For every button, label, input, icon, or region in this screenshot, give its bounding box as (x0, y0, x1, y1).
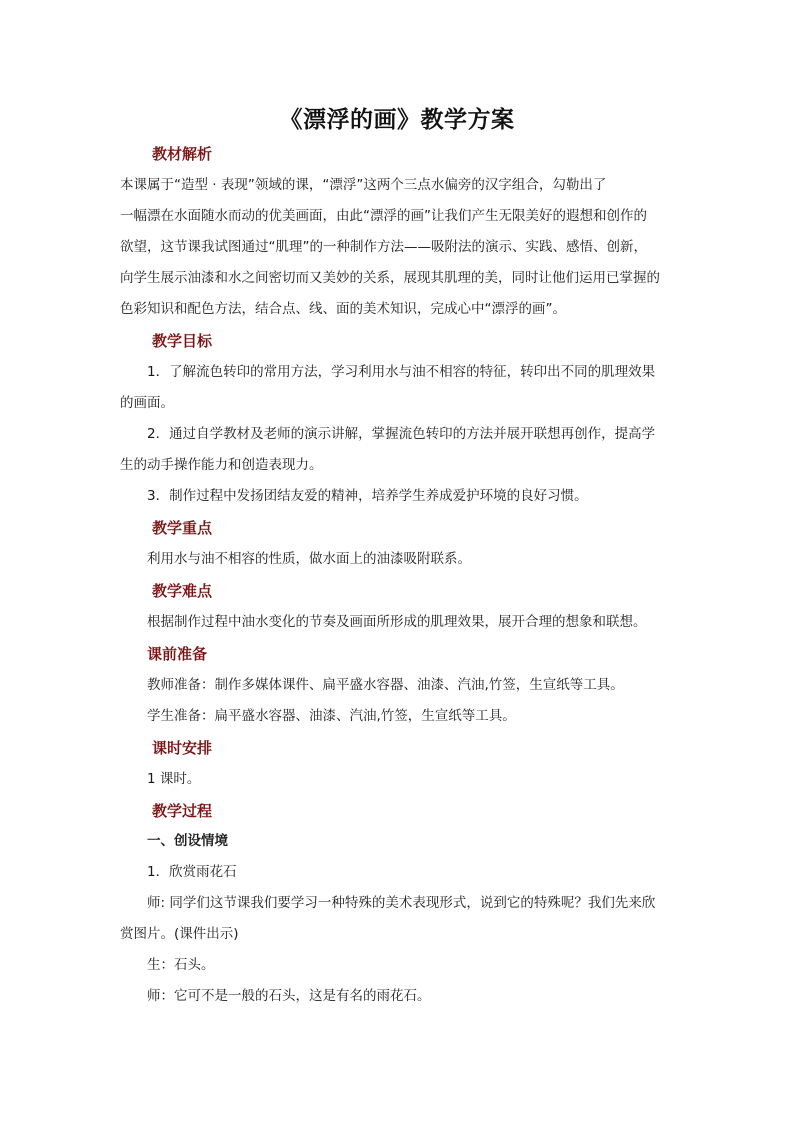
teacher-line-1b: 赏图片。(课件出示) (120, 926, 239, 942)
key-points-text: 利用水与油不相容的性质，做水面上的油漆吸附联系。 (147, 551, 471, 567)
heading-textbook-analysis: 教材解析 (152, 145, 213, 163)
teacher-line-1a: 师: 同学们这节课我们要学习一种特殊的美术表现形式，说到它的特殊呢？我们先来欣 (147, 895, 656, 911)
process-step-1: 1．欣赏雨花石 (147, 864, 237, 880)
goal-2-line-1: 2．通过自学教材及老师的演示讲解，掌握流色转印的方法并展开联想再创作，提高学 (147, 426, 656, 442)
document-title: 《漂浮的画》教学方案 (279, 106, 515, 133)
paragraph-analysis-line-2: 一幅漂在水面随水而动的优美画面，由此“漂浮的画”让我们产生无限美好的遐想和创作的 (120, 208, 647, 224)
goal-2-line-2: 生的动手操作能力和创造表现力。 (120, 457, 323, 473)
heading-schedule: 课时安排 (152, 739, 213, 757)
student-preparation: 学生准备：扁平盛水容器、油漆、汽油,竹签，生宣纸等工具。 (147, 708, 516, 724)
difficulties-text: 根据制作过程中油水变化的节奏及画面所形成的肌理效果，展开合理的想象和联想。 (147, 614, 647, 630)
process-subheading-1: 一、创设情境 (147, 833, 228, 849)
teacher-line-2: 师：它可不是一般的石头，这是有名的雨花石。 (147, 988, 431, 1004)
paragraph-analysis-line-1: 本课属于“造型 · 表现”领域的课，“漂浮”这两个三点水偏旁的汉字组合，勾勒出了 (120, 177, 607, 193)
goal-1-line-1: 1．了解流色转印的常用方法，学习利用水与油不相容的特征，转印出不同的肌理效果 (147, 364, 656, 380)
heading-key-points: 教学重点 (152, 519, 213, 537)
heading-teaching-process: 教学过程 (152, 802, 213, 820)
heading-preparation: 课前准备 (147, 645, 208, 663)
paragraph-analysis-line-5: 色彩知识和配色方法，结合点、线、面的美术知识，完成心中“漂浮的画”。 (120, 301, 566, 317)
goal-1-line-2: 的画面。 (120, 395, 174, 411)
teacher-preparation: 教师准备：制作多媒体课件、扁平盛水容器、油漆、汽油,竹签，生宣纸等工具。 (147, 677, 624, 693)
paragraph-analysis-line-4: 向学生展示油漆和水之间密切而又美妙的关系，展现其肌理的美，同时让他们运用已掌握的 (120, 270, 660, 286)
schedule-text: 1 课时。 (147, 771, 201, 787)
student-line-1: 生：石头。 (147, 957, 215, 973)
goal-3: 3．制作过程中发扬团结友爱的精神，培养学生养成爱护环境的良好习惯。 (147, 488, 588, 504)
heading-difficulties: 教学难点 (152, 582, 213, 600)
heading-teaching-goals: 教学目标 (152, 332, 213, 350)
paragraph-analysis-line-3: 欲望，这节课我试图通过“肌理”的一种制作方法——吸附法的演示、实践、感悟、创新， (120, 239, 647, 255)
